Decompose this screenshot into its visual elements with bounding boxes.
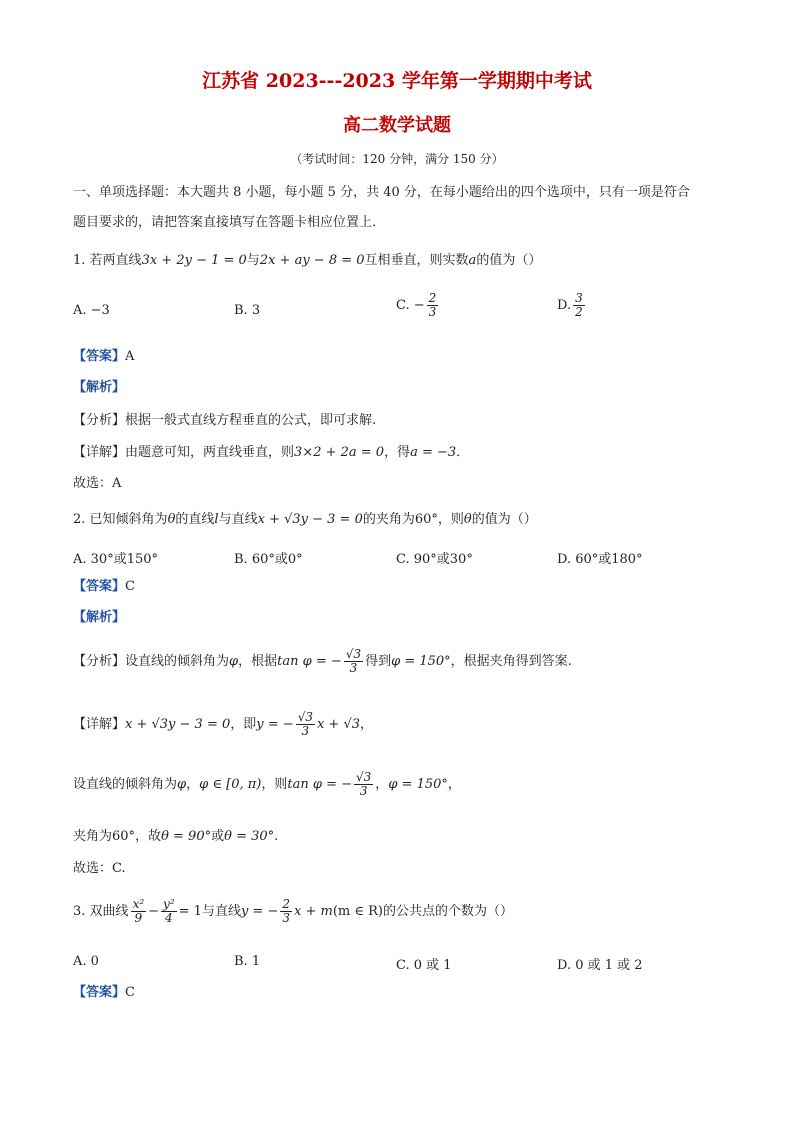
fraction: $\frac{2}{3}$: [282, 897, 290, 926]
option-c: C. − $\frac{2}{3}$: [396, 291, 437, 320]
detail-tag: 【详解】: [73, 445, 126, 460]
question-1-stem: [73, 254, 541, 267]
stem-text: 互相垂直，则实数: [364, 253, 469, 268]
fenxi-row: [73, 414, 376, 427]
answer-value: A: [125, 349, 135, 364]
detail-row: 【详解】x + √3y − 3 = 0，即y = − $\frac{√3}{3}$ x + √3，: [73, 710, 374, 739]
option-c: C. 90°或30°: [396, 552, 473, 567]
question-number: 1.: [73, 253, 90, 268]
option-d: D. 0 或 1 或 2: [557, 958, 643, 973]
fenxi-tag: 【分析】: [73, 413, 126, 428]
choice-row: 故选：C.: [73, 861, 126, 876]
answer-value: C: [125, 985, 135, 1000]
option-b: B. 60°或0°: [234, 552, 303, 567]
exam-subtitle: 高二数学试题: [343, 115, 451, 136]
option-d: D. 60°或180°: [557, 552, 643, 567]
fenxi-row: 【分析】设直线的倾斜角为φ，根据tan φ = − $\frac{√3}{3}$ 得到φ = 150°，根据夹角得到答案.: [73, 647, 572, 676]
fraction: $\frac{√3}{3}$: [356, 770, 372, 799]
section-instruction-line2: 题目要求的，请把答案直接填写在答题卡相应位置上．: [73, 215, 386, 230]
answer-value: C: [125, 579, 135, 594]
stem-text: 与: [246, 253, 260, 268]
fraction: $\frac{√3}{3}$: [345, 647, 362, 676]
stem-text: 若两直线: [89, 253, 142, 268]
section-instruction-line1: 一、单项选择题：本大题共 8 小题，每小题 5 分，共 40 分，在每小题给出的四个选项中，只有一项是符合: [73, 185, 690, 200]
fraction: $\frac{\text{y²}}{4}$: [163, 897, 175, 926]
fraction: $\frac{\text{x²}}{9}$: [132, 897, 145, 926]
exam-title: 江苏省 2023---2023 学年第一学期期中考试: [202, 70, 592, 92]
detail-row-2: 设直线的倾斜角为φ，φ ∈ [0, π)，则tan φ = − $\frac{√3}{3}$ ，φ = 150°，: [73, 770, 461, 799]
analysis-tag: 【解析】: [73, 610, 126, 625]
answer-row: 【答案】C: [73, 985, 135, 1000]
equation: 2x + ay − 8 = 0: [259, 253, 365, 268]
option-a: A. −3: [73, 303, 110, 318]
exam-info: （考试时间：120 分钟，满分 150 分）: [290, 152, 504, 166]
option-a: A. 0: [73, 954, 99, 969]
stem-text: 的值为（）: [476, 253, 542, 268]
fraction: $\frac{3}{2}$: [575, 291, 583, 320]
option-b: B. 1: [234, 954, 261, 969]
answer-row: [73, 350, 134, 363]
option-d: D. $\frac{3}{2}$: [557, 291, 583, 320]
variable: a: [468, 253, 477, 268]
question-2-stem: 2. 已知倾斜角为θ的直线l与直线x + √3y − 3 = 0的夹角为60°，则θ的值为（）: [73, 512, 537, 527]
equation: 3x + 2y − 1 = 0: [141, 253, 247, 268]
analysis-tag: 【解析】: [73, 380, 126, 395]
option-b: B. 3: [234, 303, 261, 318]
fraction: $\frac{√3}{3}$: [297, 710, 313, 739]
option-a: A. 30°或150°: [73, 552, 159, 567]
fenxi-text: 根据一般式直线方程垂直的公式，即可求解.: [125, 413, 377, 428]
answer-row: 【答案】C: [73, 579, 135, 594]
detail-row-3: 夹角为60°，故θ = 90°或θ = 30°.: [73, 829, 279, 844]
option-c: C. 0 或 1: [396, 958, 452, 973]
choice-row: 故选：A: [73, 476, 122, 491]
question-3-stem: 3. 双曲线 $\frac{\text{x²}}{9}$ − $\frac{\text{y²}}{4}$ = 1与直线y = − $\frac{2}{3}$ x + m(m ∈ R)的公共点的个数为（）: [73, 897, 513, 926]
fraction: $\frac{2}{3}$: [428, 291, 437, 320]
detail-row: 【详解】由题意可知，两直线垂直，则3×2 + 2a = 0，得a = −3．: [73, 445, 470, 460]
answer-tag: 【答案】: [73, 349, 126, 364]
